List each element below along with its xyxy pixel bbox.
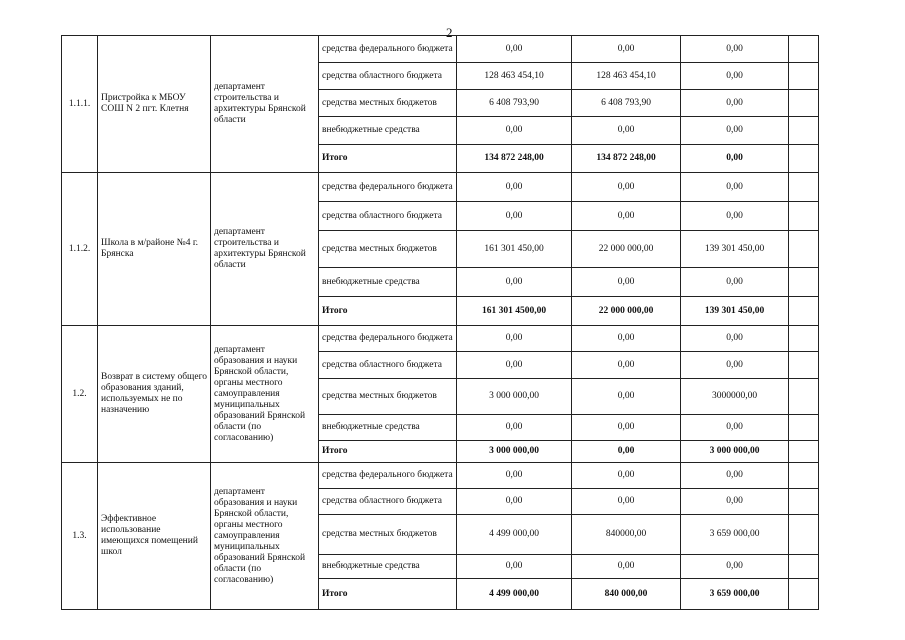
amount-v2: 0,00 <box>572 463 681 489</box>
amount-v1: 128 463 454,10 <box>457 63 572 90</box>
section-name: Возврат в систему общего образования зданий, используемых не по назначению <box>98 326 211 463</box>
amount-v3: 0,00 <box>681 36 789 63</box>
amount-v1: 0,00 <box>457 202 572 231</box>
empty-cell <box>789 379 819 415</box>
empty-cell <box>789 117 819 145</box>
section-code: 1.1.2. <box>62 173 98 326</box>
empty-cell <box>789 145 819 173</box>
funding-source: средства федерального бюджета <box>319 36 457 63</box>
amount-v2: 840 000,00 <box>572 579 681 610</box>
amount-v3: 0,00 <box>681 63 789 90</box>
amount-v1: 0,00 <box>457 555 572 579</box>
funding-source: средства областного бюджета <box>319 352 457 379</box>
section-department: департамент строительства и архитектуры Брянской области <box>211 173 319 326</box>
amount-v2: 0,00 <box>572 117 681 145</box>
amount-v3: 0,00 <box>681 173 789 202</box>
section-department: департамент образования и науки Брянской области, органы местного самоуправления муниципальных образований Брянской области (по согласованию) <box>211 463 319 610</box>
table-row <box>62 173 819 202</box>
empty-cell <box>789 268 819 297</box>
amount-v1: 3 000 000,00 <box>457 379 572 415</box>
amount-v3: 0,00 <box>681 555 789 579</box>
amount-v3: 3000000,00 <box>681 379 789 415</box>
amount-v1: 0,00 <box>457 36 572 63</box>
empty-cell <box>789 90 819 117</box>
section-department: департамент строительства и архитектуры Брянской области <box>211 36 319 173</box>
amount-v3: 0,00 <box>681 268 789 297</box>
amount-v2: 22 000 000,00 <box>572 297 681 326</box>
empty-cell <box>789 441 819 463</box>
amount-v2: 0,00 <box>572 379 681 415</box>
empty-cell <box>789 489 819 515</box>
page-number: 2 <box>446 25 453 40</box>
amount-v3: 0,00 <box>681 90 789 117</box>
amount-v3: 0,00 <box>681 489 789 515</box>
amount-v1: 161 301 4500,00 <box>457 297 572 326</box>
table-row <box>62 36 819 63</box>
empty-cell <box>789 231 819 268</box>
funding-source: средства местных бюджетов <box>319 515 457 555</box>
amount-v1: 4 499 000,00 <box>457 579 572 610</box>
empty-cell <box>789 326 819 352</box>
funding-source: средства местных бюджетов <box>319 90 457 117</box>
amount-v1: 161 301 450,00 <box>457 231 572 268</box>
table-body <box>62 36 819 610</box>
amount-v1: 134 872 248,00 <box>457 145 572 173</box>
amount-v2: 0,00 <box>572 202 681 231</box>
section-name: Эффективное использование имеющихся помещений школ <box>98 463 211 610</box>
amount-v2: 0,00 <box>572 352 681 379</box>
amount-v3: 0,00 <box>681 415 789 441</box>
amount-v1: 6 408 793,90 <box>457 90 572 117</box>
funding-source: внебюджетные средства <box>319 117 457 145</box>
amount-v1: 0,00 <box>457 489 572 515</box>
empty-cell <box>789 202 819 231</box>
amount-v2: 128 463 454,10 <box>572 63 681 90</box>
funding-source: средства федерального бюджета <box>319 173 457 202</box>
empty-cell <box>789 352 819 379</box>
amount-v1: 0,00 <box>457 352 572 379</box>
amount-v3: 0,00 <box>681 117 789 145</box>
empty-cell <box>789 297 819 326</box>
amount-v2: 6 408 793,90 <box>572 90 681 117</box>
amount-v3: 0,00 <box>681 326 789 352</box>
amount-v2: 0,00 <box>572 555 681 579</box>
amount-v1: 0,00 <box>457 326 572 352</box>
amount-v2: 0,00 <box>572 36 681 63</box>
empty-cell <box>789 63 819 90</box>
funding-source: внебюджетные средства <box>319 268 457 297</box>
amount-v2: 0,00 <box>572 268 681 297</box>
empty-cell <box>789 173 819 202</box>
amount-v3: 0,00 <box>681 352 789 379</box>
section-name: Школа в м/районе №4 г. Брянска <box>98 173 211 326</box>
total-label: Итого <box>319 297 457 326</box>
amount-v2: 0,00 <box>572 326 681 352</box>
empty-cell <box>789 555 819 579</box>
amount-v3: 0,00 <box>681 202 789 231</box>
budget-table <box>61 35 819 610</box>
funding-source: внебюджетные средства <box>319 415 457 441</box>
amount-v2: 0,00 <box>572 415 681 441</box>
amount-v1: 0,00 <box>457 463 572 489</box>
amount-v1: 3 000 000,00 <box>457 441 572 463</box>
total-label: Итого <box>319 579 457 610</box>
funding-source: средства федерального бюджета <box>319 326 457 352</box>
amount-v2: 0,00 <box>572 489 681 515</box>
empty-cell <box>789 463 819 489</box>
funding-source: средства федерального бюджета <box>319 463 457 489</box>
funding-source: средства областного бюджета <box>319 202 457 231</box>
amount-v1: 0,00 <box>457 117 572 145</box>
section-code: 1.1.1. <box>62 36 98 173</box>
funding-source: средства местных бюджетов <box>319 231 457 268</box>
table-row <box>62 463 819 489</box>
total-label: Итого <box>319 441 457 463</box>
empty-cell <box>789 415 819 441</box>
amount-v3: 139 301 450,00 <box>681 231 789 268</box>
table-row <box>62 326 819 352</box>
section-department: департамент образования и науки Брянской области, органы местного самоуправления муниципальных образований Брянской области (по согласованию) <box>211 326 319 463</box>
funding-source: внебюджетные средства <box>319 555 457 579</box>
amount-v2: 134 872 248,00 <box>572 145 681 173</box>
amount-v2: 0,00 <box>572 173 681 202</box>
amount-v1: 0,00 <box>457 415 572 441</box>
amount-v3: 139 301 450,00 <box>681 297 789 326</box>
amount-v3: 3 659 000,00 <box>681 515 789 555</box>
section-code: 1.3. <box>62 463 98 610</box>
funding-source: средства областного бюджета <box>319 63 457 90</box>
amount-v3: 0,00 <box>681 463 789 489</box>
section-name: Пристройка к МБОУ СОШ N 2 пгт. Клетня <box>98 36 211 173</box>
amount-v1: 4 499 000,00 <box>457 515 572 555</box>
funding-source: средства местных бюджетов <box>319 379 457 415</box>
empty-cell <box>789 579 819 610</box>
amount-v2: 0,00 <box>572 441 681 463</box>
amount-v3: 3 000 000,00 <box>681 441 789 463</box>
funding-source: средства областного бюджета <box>319 489 457 515</box>
amount-v3: 0,00 <box>681 145 789 173</box>
section-code: 1.2. <box>62 326 98 463</box>
amount-v1: 0,00 <box>457 173 572 202</box>
amount-v1: 0,00 <box>457 268 572 297</box>
amount-v2: 840000,00 <box>572 515 681 555</box>
empty-cell <box>789 515 819 555</box>
empty-cell <box>789 36 819 63</box>
amount-v2: 22 000 000,00 <box>572 231 681 268</box>
amount-v3: 3 659 000,00 <box>681 579 789 610</box>
total-label: Итого <box>319 145 457 173</box>
